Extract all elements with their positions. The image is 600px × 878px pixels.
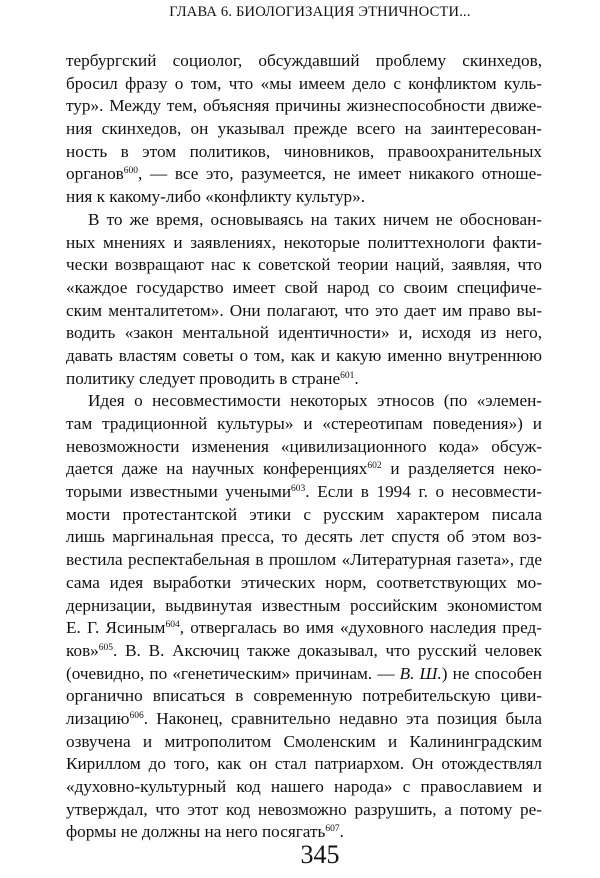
text-line (66, 731, 542, 754)
footnote-ref: 607 (325, 824, 340, 835)
text-segment: . (339, 822, 344, 842)
text-segment: . Если в 1994 г. о несовмести- (305, 482, 542, 502)
text-line (66, 163, 542, 186)
text-segment: ность в этом политиков, чиновников, правоохранительных (66, 141, 542, 161)
text-line (66, 753, 542, 776)
text-segment: чески возвращают нас к советской теории наций, заявляя, что (66, 255, 542, 275)
text-segment: «духовно-культурный код нашего народа» с православием и (66, 777, 542, 796)
text-segment: ния скинхедов, он указывал прежде всего на заинтересован- (66, 119, 542, 139)
text-line (66, 640, 542, 663)
footnote-ref: 604 (165, 620, 180, 631)
text-line (66, 572, 542, 595)
paragraph (66, 209, 542, 391)
text-line (66, 708, 542, 731)
paragraph (66, 50, 542, 209)
text-line (66, 436, 542, 459)
text-line (66, 413, 542, 436)
footnote-ref: 605 (98, 642, 114, 653)
page-number: 345 (300, 840, 340, 869)
text-line (66, 322, 542, 345)
text-segment: лишь маргинальная пресса, то десять лет спустя об этом воз- (66, 527, 542, 547)
body-text (66, 50, 542, 844)
text-segment: дается даже на научных конференциях (66, 459, 368, 479)
text-segment: сама идея выработки этических норм, соответствующих мо- (66, 572, 542, 592)
text-segment: , — все это, разумеется, не имеет никакого отноше- (138, 164, 542, 184)
text-segment: бросил фразу о том, что «мы имеем дело с конфликтом куль- (66, 73, 542, 93)
text-line (66, 50, 542, 73)
text-segment: органично вписаться в современную потребительскую циви- (66, 686, 542, 706)
text-segment: водить «закон ментальной идентичности» и, исходя из него, (66, 323, 542, 343)
text-segment: Кириллом до того, как он стал патриархом. Он отождествлял (66, 754, 542, 774)
text-line (66, 209, 542, 232)
text-line (66, 595, 542, 618)
text-line (66, 390, 542, 413)
text-segment: Идея о несовместимости некоторых этносов (по «элемен- (88, 391, 542, 411)
text-segment: ским менталитетом». Они полагают, что это дает им право вы- (66, 300, 542, 320)
footnote-ref: 606 (129, 710, 144, 721)
text-segment: мости протестантской этики с русским характером писала (66, 504, 542, 524)
italic-initials: В. Ш. (399, 663, 442, 683)
text-line (66, 73, 542, 96)
text-segment: озвучена и митрополитом Смоленским и Калининградским (66, 731, 542, 751)
text-line (66, 617, 542, 640)
text-line (66, 776, 542, 799)
text-segment: . В. В. Аксючиц также доказывал, что русский человек (113, 640, 542, 660)
text-segment: торыми известными учеными (66, 482, 292, 502)
text-line (66, 368, 542, 391)
text-segment: давать властям советы о том, как и какую именно внутреннюю (66, 345, 542, 365)
text-segment: (очевидно, по «генетическим» причинам. — (66, 663, 400, 683)
text-segment: вестила респектабельная в прошлом «Литературная газета», где (66, 550, 542, 570)
text-segment: тербургский социолог, обсуждавший проблему скинхедов, (66, 51, 542, 70)
text-segment: политику следует проводить в стране (66, 368, 341, 388)
footnote-ref: 603 (291, 484, 306, 495)
text-line (66, 186, 542, 209)
text-segment: дернизации, выдвинутая известным российским экономистом (66, 595, 542, 615)
text-line (66, 685, 542, 708)
footnote-ref: 601 (340, 370, 355, 381)
text-segment: , отвергалась во имя «духовного наследия пред- (179, 618, 542, 638)
text-line (66, 232, 542, 255)
text-line (66, 481, 542, 504)
text-segment: ных мнениях и заявлениях, некоторые политтехнологи факти- (66, 232, 542, 252)
footnote-ref: 602 (367, 461, 382, 472)
text-line (66, 504, 542, 527)
text-line (66, 663, 542, 686)
text-segment: В то же время, основываясь на таких ничем не обоснован- (88, 209, 542, 229)
running-header: ГЛАВА 6. БИОЛОГИЗАЦИЯ ЭТНИЧНОСТИ... (169, 4, 471, 20)
text-line (66, 95, 542, 118)
text-segment: . (354, 368, 359, 388)
text-line (66, 300, 542, 323)
text-line (66, 458, 542, 481)
text-line (66, 118, 542, 141)
text-segment: органов (66, 164, 124, 184)
text-segment: Е. Г. Ясиным (66, 618, 166, 638)
footnote-ref: 600 (123, 166, 139, 177)
text-segment: лизацию (66, 708, 130, 728)
text-line (66, 345, 542, 368)
text-segment: «каждое государство имеет свой народ со своим специфиче- (66, 277, 542, 297)
text-line (66, 526, 542, 549)
text-segment: . Наконец, сравнительно недавно эта позиция была (143, 708, 542, 728)
text-line (66, 549, 542, 572)
text-segment: ков» (66, 640, 99, 660)
text-line (66, 799, 542, 822)
text-segment: невозможности изменения «цивилизационного кода» обсуж- (66, 436, 542, 456)
text-segment: и разделяется неко- (381, 459, 542, 479)
text-segment: там традиционной культуры» и «стереотипам поведения») и (66, 414, 542, 433)
text-segment: тур». Между тем, объясняя причины жизнеспособности движе- (66, 96, 542, 116)
text-segment: формы не должны на него посягать (66, 822, 326, 842)
text-segment: ния к какому-либо «конфликту культур». (66, 187, 366, 207)
text-segment: ) не способен (441, 663, 542, 683)
paragraph (66, 390, 542, 844)
text-line (66, 141, 542, 164)
text-line (66, 254, 542, 277)
text-line (66, 277, 542, 300)
text-segment: утверждал, что этот код невозможно разрушить, а потому ре- (66, 799, 542, 819)
